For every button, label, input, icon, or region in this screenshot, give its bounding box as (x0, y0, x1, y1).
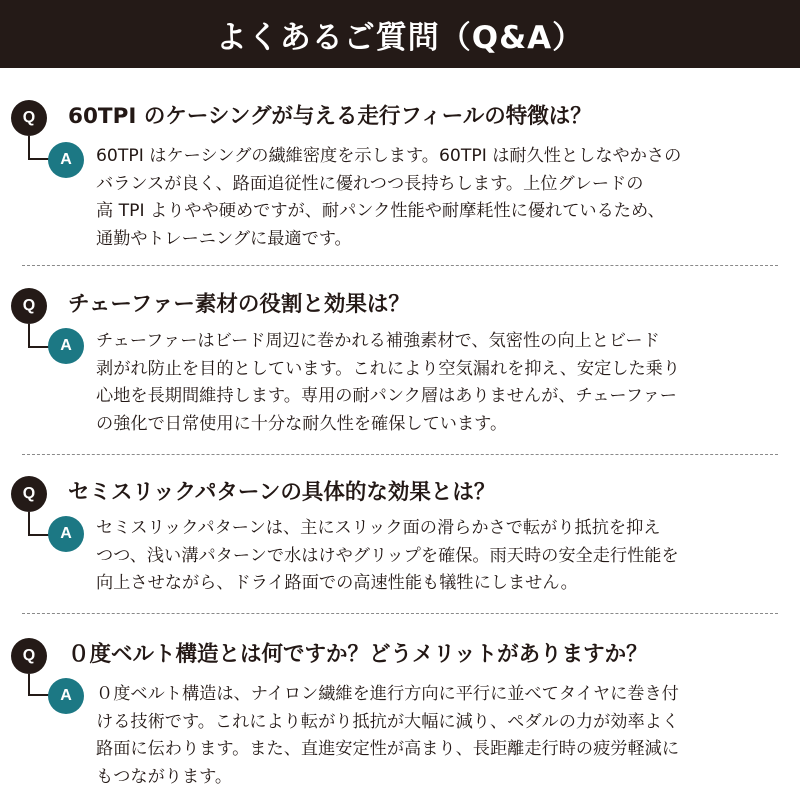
question-badge: Q (11, 100, 47, 136)
question-text: 60TPI のケーシングが与える走行フィールの特徴は？ (68, 104, 592, 129)
answer-line: バランスが良く、路面追従性に優れつつ長持ちします。上位グレードの (96, 173, 644, 194)
question-badge: Q (11, 476, 47, 512)
answer-line: 向上させながら、ドライ路面での高速性能も犠牲にしません。 (96, 573, 578, 593)
answer-line: の強化で日常使用に十分な耐久性を確保しています。 (96, 413, 508, 434)
question-badge: Q (11, 638, 47, 674)
answer-text (96, 328, 786, 438)
answer-text (96, 515, 786, 598)
qa-connector (28, 512, 50, 536)
answer-line: 剥がれ防止を目的としています。これにより空気漏れを抑え、安定した乗り (96, 358, 681, 379)
answer-line: ０度ベルト構造は、ナイロン繊維を進行方向に平行に並べてタイヤに巻き付 (96, 684, 679, 704)
answer-badge: A (48, 678, 84, 714)
qa-connector (28, 324, 50, 348)
qa-connector (28, 136, 50, 160)
answer-line: 心地を長期間維持します。専用の耐パンク層はありませんが、チェーファー (96, 386, 677, 406)
question-text: チェーファー素材の役割と効果は？ (68, 292, 410, 317)
answer-badge: A (48, 142, 84, 178)
answer-line: チェーファーはビード周辺に巻かれる補強素材で、気密性の向上とビード (96, 331, 660, 351)
answer-line: 高 TPI よりやや硬めですが、耐パンク性能や耐摩耗性に優れているため、 (96, 201, 665, 221)
answer-line: 路面に伝わります。また、直進安定性が高まり、長距離走行時の疲労軽減に (96, 739, 680, 759)
answer-line: 60TPI はケーシングの繊維密度を示します。60TPI は耐久性としなやかさの (96, 146, 682, 166)
answer-line: セミスリックパターンは、主にスリック面の滑らかさで転がり抵抗を抑え (96, 518, 661, 538)
answer-line: ける技術です。これにより転がり抵抗が大幅に減り、ペダルの力が効率よく (96, 711, 680, 732)
question-text: ０度ベルト構造とは何ですか？どうメリットがありますか？ (68, 642, 648, 667)
answer-text (96, 143, 786, 253)
question-badge: Q (11, 288, 47, 324)
answer-line: もつながります。 (96, 766, 233, 787)
answer-line: 通勤やトレーニングに最適です。 (96, 228, 352, 249)
dashed-divider (22, 265, 778, 266)
page-header (0, 0, 800, 68)
page-title: よくあるご質問（Q&A） (215, 19, 585, 56)
dashed-divider (22, 613, 778, 614)
answer-badge: A (48, 328, 84, 364)
answer-badge: A (48, 516, 84, 552)
dashed-divider (22, 454, 778, 455)
qa-connector (28, 674, 50, 696)
question-text: セミスリックパターンの具体的な効果とは？ (68, 480, 496, 505)
answer-text (96, 681, 786, 791)
answer-line: つつ、浅い溝パターンで水はけやグリップを確保。雨天時の安全走行性能を (96, 545, 679, 566)
